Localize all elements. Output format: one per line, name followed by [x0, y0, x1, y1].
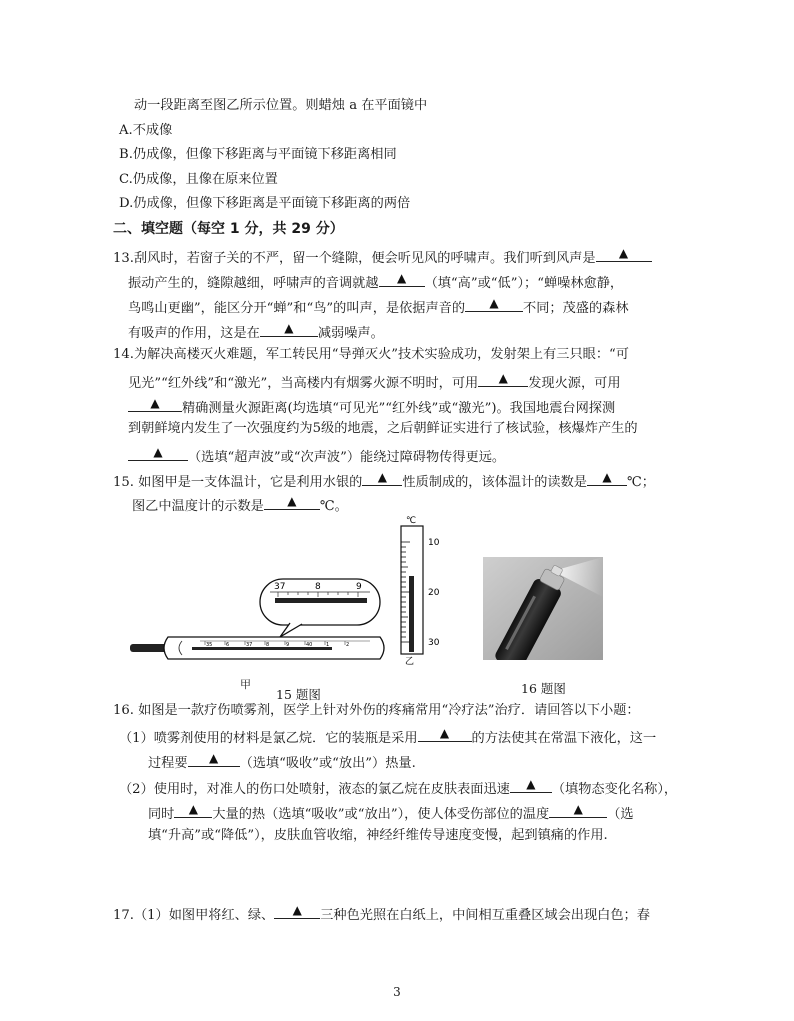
q17-line-1: 17.（1）如图甲将红、绿、▲ 三种色光照在白纸上，中间相互重叠区域会出现白色；春: [113, 903, 650, 925]
answer-blank: [274, 903, 320, 919]
lab-thermometer-figure: [396, 512, 448, 667]
q16-part2-line-3: 填“升高”或“降低”），皮肤血管收缩，神经纤维传导速度变慢，起到镇痛的作用.: [148, 828, 608, 843]
answer-blank: [510, 777, 552, 793]
figure-label-jia: 甲: [240, 678, 251, 691]
answer-blank: [128, 445, 188, 461]
body-tick-label: 2: [346, 642, 350, 648]
answer-blank: [465, 296, 523, 312]
answer-blank: [379, 271, 425, 287]
zoom-tick-label: 37: [274, 582, 286, 592]
yi-tick-label: 30: [428, 638, 440, 648]
answer-blank: [128, 396, 182, 412]
zoom-tick-label: 8: [315, 582, 321, 592]
body-tick-label: 6: [226, 642, 230, 648]
q13-line-4: 有吸声的作用，这是在▲ 减弱噪声。: [128, 321, 384, 343]
q13-line-1: 13.刮风时，若窗子关的不严，留一个缝隙，便会听见风的呼啸声。我们听到风声是▲: [113, 246, 652, 268]
zoom-bubble: [260, 579, 380, 637]
q12-option-a: A.不成像: [119, 123, 173, 138]
q12-stem-tail: 动一段距离至图乙所示位置。则蜡烛 a 在平面镜中: [134, 98, 428, 113]
q16-intro: 16. 如图是一款疗伤喷雾剂，医学上针对外伤的疼痛常用“冷疗法”治疗．请回答以下小题：: [113, 703, 640, 718]
body-tick-label: 35: [206, 642, 213, 648]
answer-blank: [587, 470, 627, 486]
answer-blank: [188, 751, 240, 767]
q13-line-3: 鸟鸣山更幽”，能区分开“蝉”和“鸟”的叫声，是依据声音的▲ 不同；茂盛的森林: [128, 296, 629, 318]
answer-blank: [174, 802, 212, 818]
section-title: 二、填空题（每空 1 分，共 29 分）: [113, 221, 344, 237]
answer-blank: [478, 371, 528, 387]
q15-line-2: 图乙中温度计的示数是▲ ℃。: [132, 494, 348, 516]
answer-blank: [549, 802, 607, 818]
q16-part2-line-2: 同时▲ 大量的热（选填“吸收”或“放出”），使人体受伤部位的温度▲ （选: [148, 802, 634, 824]
body-tick-label: 40: [306, 642, 313, 648]
answer-blank: [596, 246, 652, 262]
q15-line-1: 15. 如图甲是一支体温计，它是利用水银的▲ 性质制成的，该体温计的读数是▲ ℃；: [113, 470, 655, 492]
q14-line-2: 见光”“红外线”和“激光”，当高楼内有烟雾火源不明时，可用▲ 发现火源，可用: [128, 371, 621, 393]
celsius-unit-label: ℃: [406, 516, 417, 526]
q14-line-1: 14.为解决高楼灭火难题，军工转民用“导弹灭火”技术实验成功，发射架上有三只眼：“可: [113, 347, 629, 362]
answer-blank: [362, 470, 402, 486]
body-tick-label: 9: [286, 642, 290, 648]
yi-tick-label: 10: [428, 538, 440, 548]
answer-blank: [260, 321, 318, 337]
q16-part2-line-1: （2）使用时，对准人的伤口处喷射，液态的氯乙烷在皮肤表面迅速▲ （填物态变化名称），: [119, 777, 677, 799]
q12-option-c: C.仍成像，且像在原来位置: [119, 172, 278, 187]
figure-caption-16: 16 题图: [521, 681, 566, 696]
yi-tick-label: 20: [428, 588, 440, 598]
q14-line-4: 到朝鲜境内发生了一次强度约为5级的地震，之后朝鲜证实进行了核试验，核爆炸产生的: [128, 421, 638, 436]
q16-part1-line-2: 过程要▲ （选填“吸收”或“放出”）热量.: [148, 751, 416, 773]
thermometer-body: [130, 637, 384, 659]
spray-can-photo: [483, 557, 603, 660]
q14-line-5: ▲（选填“超声波”或“次声波”）能绕过障碍物传得更远。: [128, 445, 505, 467]
answer-blank: [264, 494, 320, 510]
q12-option-d: D.仍成像，但像下移距离是平面镜下移距离的两倍: [119, 196, 411, 211]
q13-line-2: 振动产生的，缝隙越细，呼啸声的音调就越▲ （填“高”或“低”）；“蝉噪林愈静，: [128, 271, 623, 293]
body-tick-label: 37: [246, 642, 253, 648]
figure-caption-15: 15 题图: [276, 687, 321, 702]
q16-part1-line-1: （1）喷雾剂使用的材料是氯乙烷．它的装瓶是采用▲ 的方法使其在常温下液化，这一: [119, 726, 656, 748]
page-number: 3: [393, 985, 401, 999]
body-tick-label: 1: [326, 642, 330, 648]
zoom-tick-label: 9: [356, 582, 362, 592]
q12-option-b: B.仍成像，但像下移距离与平面镜下移距离相同: [119, 147, 397, 162]
q14-line-3: ▲精确测量火源距离(均选填“可见光”“红外线”或“激光”)。我国地震台网探测: [128, 396, 615, 418]
figure-label-yi: 乙: [405, 657, 415, 667]
clinical-thermometer-figure: [130, 575, 390, 670]
answer-blank: [418, 726, 472, 742]
body-tick-label: 8: [266, 642, 270, 648]
